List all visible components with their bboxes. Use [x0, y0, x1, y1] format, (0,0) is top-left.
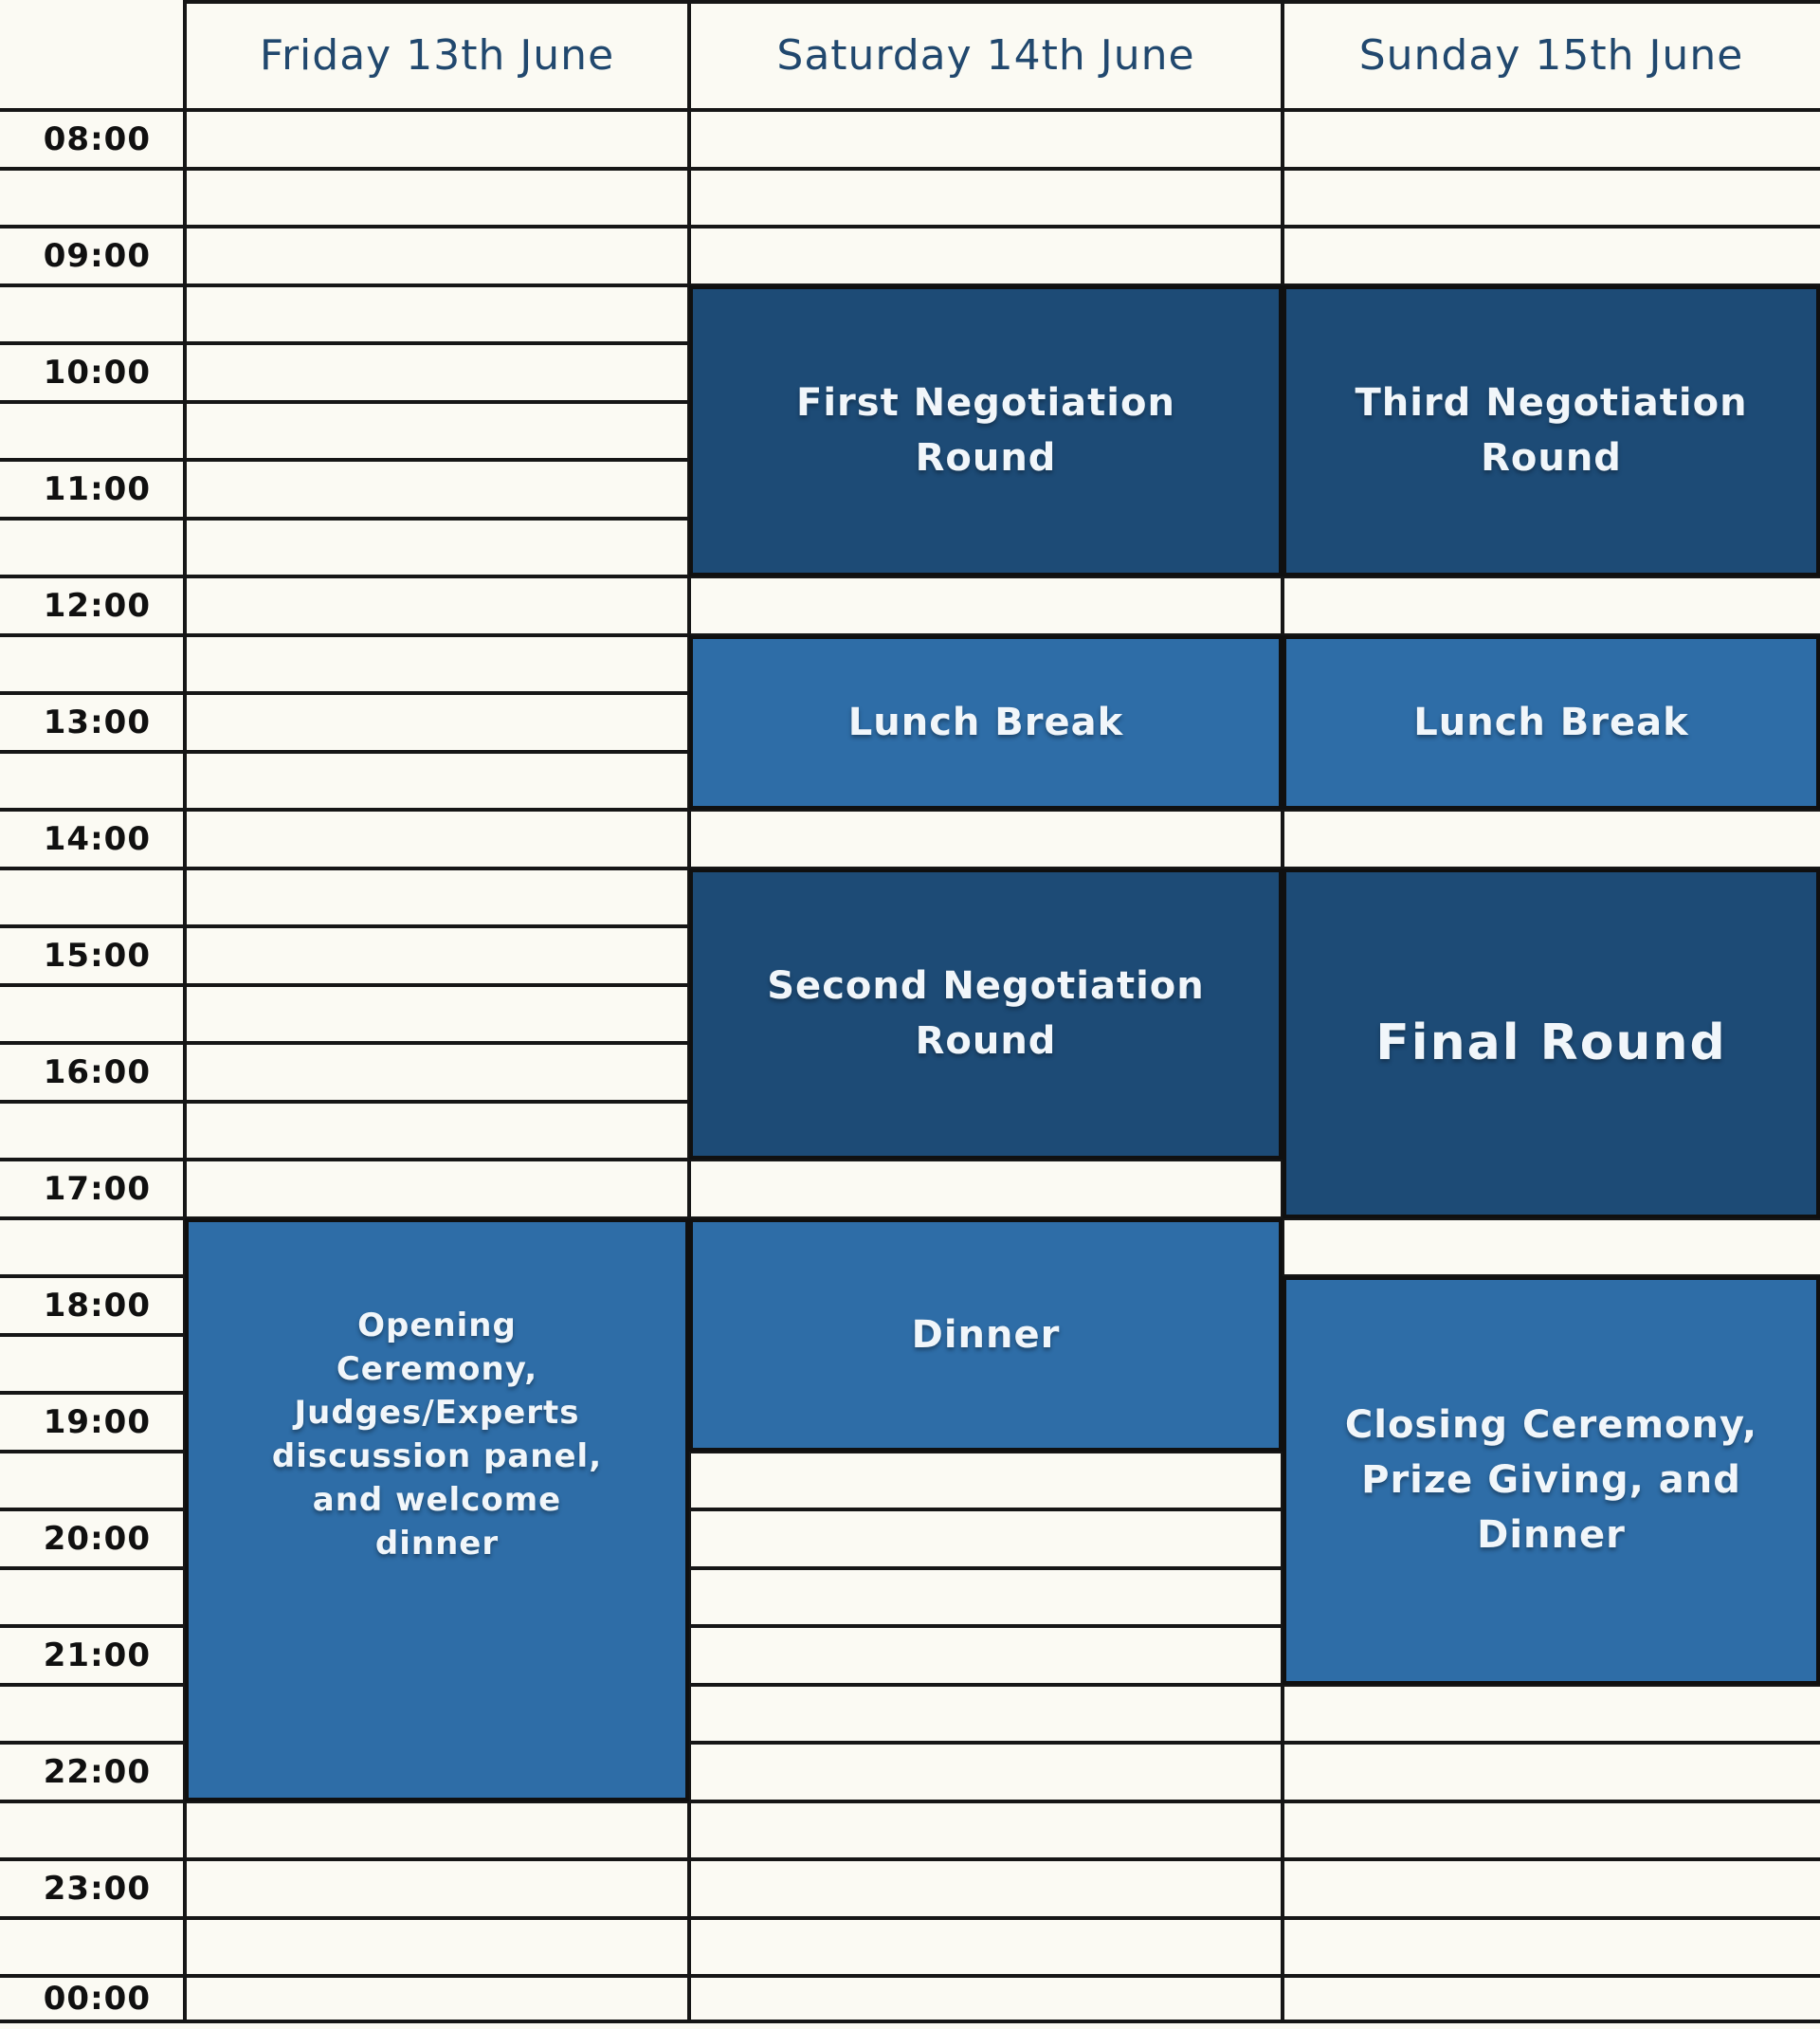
time-label: 17:00 [43, 1169, 151, 1208]
event-label-line: Lunch Break [847, 700, 1124, 744]
event-label-line: Dinner [911, 1312, 1061, 1357]
event-label-line: Judges/Experts [294, 1393, 580, 1432]
day-header-friday: Friday 13th June [259, 30, 615, 80]
event-label-line: Second Negotiation [767, 964, 1205, 1009]
grid-line-h [0, 167, 1820, 171]
event-final-round[interactable] [1283, 868, 1820, 1218]
event-label-line: Third Negotiation [1355, 381, 1748, 426]
time-label: 18:00 [43, 1286, 151, 1325]
event-label-line: Round [915, 436, 1057, 481]
event-closing-ceremony[interactable] [1283, 1276, 1820, 1685]
event-label-line: Closing Ceremony, [1344, 1403, 1758, 1448]
time-label: 13:00 [43, 703, 151, 741]
event-label-line: Ceremony, [336, 1349, 538, 1388]
event-label-line: Round [1481, 436, 1622, 481]
event-label-line: and welcome [312, 1480, 562, 1519]
event-label-line: Lunch Break [1413, 700, 1689, 744]
time-label: 15:00 [43, 936, 151, 975]
grid-line-h [0, 1857, 1820, 1861]
day-header-sunday: Sunday 15th June [1358, 30, 1744, 80]
event-third-negotiation-round[interactable] [1283, 285, 1820, 577]
event-label-line: Opening [357, 1306, 517, 1344]
event-label-line: dinner [374, 1524, 500, 1563]
grid-line-h [0, 225, 1820, 228]
event-label-line: Round [915, 1019, 1057, 1064]
time-label: 19:00 [43, 1402, 151, 1441]
event-label-line: Dinner [1477, 1513, 1626, 1558]
time-label: 20:00 [43, 1519, 151, 1558]
event-saturday-dinner[interactable] [689, 1218, 1283, 1452]
event-label-line: Prize Giving, and [1361, 1458, 1741, 1503]
time-label: 11:00 [43, 469, 151, 508]
event-label-line: discussion panel, [271, 1436, 603, 1475]
time-label: 10:00 [43, 353, 151, 392]
time-label: 22:00 [43, 1752, 151, 1791]
time-label: 16:00 [43, 1052, 151, 1091]
event-saturday-lunch-break[interactable] [689, 635, 1283, 811]
grid-line-h [0, 1916, 1820, 1920]
event-second-negotiation-round[interactable] [689, 868, 1283, 1161]
time-label: 14:00 [43, 819, 151, 858]
time-label: 23:00 [43, 1869, 151, 1908]
event-first-negotiation-round[interactable] [689, 285, 1283, 577]
time-label: 12:00 [43, 586, 151, 625]
time-label: 00:00 [43, 1980, 151, 2018]
grid-bottom-border [0, 2020, 1820, 2023]
time-label: 09:00 [43, 236, 151, 275]
event-label-line: First Negotiation [796, 381, 1175, 426]
event-opening-ceremony[interactable] [185, 1218, 689, 1801]
grid-top-border [185, 0, 1820, 4]
time-label: 08:00 [43, 119, 151, 158]
time-label: 21:00 [43, 1636, 151, 1674]
grid-line-h [0, 1974, 1820, 1978]
event-label-line: Final Round [1375, 1014, 1727, 1071]
grid-line-h [0, 108, 1820, 112]
day-header-saturday: Saturday 14th June [776, 30, 1195, 80]
event-sunday-lunch-break[interactable] [1283, 635, 1820, 811]
